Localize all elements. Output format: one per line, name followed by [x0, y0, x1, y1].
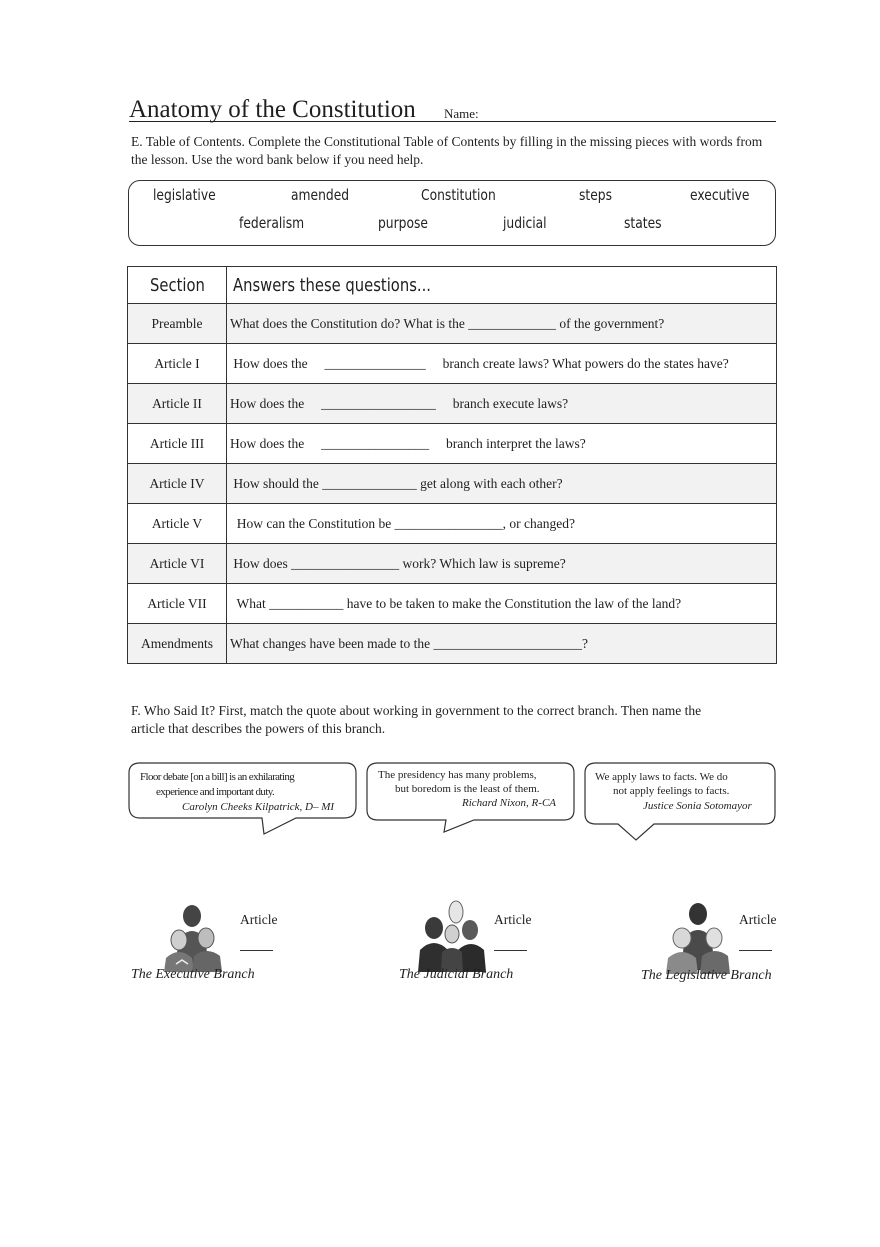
question-cell[interactable]: How does the _________________ branch execute laws? — [227, 384, 777, 424]
section-cell: Article III — [128, 424, 227, 464]
officials-figure-icon — [162, 900, 236, 972]
branch-label: The Legislative Branch — [641, 968, 772, 983]
table-row — [128, 504, 777, 544]
section-cell: Article VII — [128, 584, 227, 624]
quote-attribution: Richard Nixon, R-CA — [462, 797, 556, 809]
question-cell[interactable]: How should the ______________ get along with each other? — [227, 464, 777, 504]
quote-bubble — [584, 762, 777, 842]
quote-text: We apply laws to facts. We do — [595, 771, 728, 783]
page-title: Anatomy of the Constitution — [129, 96, 416, 123]
question-cell[interactable]: How does the _______________ branch create laws? What powers do the states have? — [227, 344, 777, 384]
section-cell: Article IV — [128, 464, 227, 504]
quote-text: experience and important duty. — [156, 786, 275, 798]
word-bank-word: amended — [291, 186, 350, 204]
article-label: Article — [739, 912, 777, 927]
word-bank — [128, 180, 776, 246]
name-label: Name: — [444, 106, 479, 121]
quote-attribution: Carolyn Cheeks Kilpatrick, D– MI — [182, 801, 335, 813]
word-bank-word: states — [624, 214, 662, 232]
article-label: Article — [240, 912, 278, 927]
word-bank-word: legislative — [153, 186, 216, 204]
table-row — [128, 424, 777, 464]
table-row — [128, 544, 777, 584]
article-answer-blank[interactable] — [494, 950, 527, 951]
branch-label: The Executive Branch — [131, 967, 255, 982]
quote-text: Floor debate [on a bill] is an exhilarating — [140, 771, 295, 783]
table-row — [128, 304, 777, 344]
quote-bubble — [128, 762, 358, 838]
question-cell[interactable]: How does the ________________ branch interpret the laws? — [227, 424, 777, 464]
table-row — [128, 384, 777, 424]
word-bank-word: Constitution — [421, 186, 496, 204]
quote-text: The presidency has many problems, — [378, 769, 537, 781]
table-row — [128, 464, 777, 504]
section-cell: Article VI — [128, 544, 227, 584]
question-cell[interactable]: What ___________ have to be taken to make the Constitution the law of the land? — [227, 584, 777, 624]
judges-figure-icon — [416, 898, 492, 972]
word-bank-word: purpose — [378, 214, 428, 232]
table-row — [128, 344, 777, 384]
legislators-figure-icon — [666, 900, 740, 974]
question-cell[interactable]: What changes have been made to the ______________________? — [227, 624, 777, 664]
word-bank-word: steps — [579, 186, 613, 204]
article-label: Article — [494, 912, 532, 927]
article-answer-blank[interactable] — [240, 950, 273, 951]
quote-text: but boredom is the least of them. — [395, 783, 540, 795]
column-header-section: Section — [128, 267, 227, 304]
name-line[interactable] — [129, 121, 776, 122]
section-cell: Article I — [128, 344, 227, 384]
table-row — [128, 584, 777, 624]
column-header-questions: Answers these questions... — [227, 267, 777, 304]
section-cell: Article V — [128, 504, 227, 544]
word-bank-word: federalism — [239, 214, 305, 232]
question-cell[interactable]: What does the Constitution do? What is the _____________ of the government? — [227, 304, 777, 344]
section-f-instructions: F. Who Said It? First, match the quote about working in government to the correct branch. Then name the article that describes the powers of this branch. — [131, 703, 702, 736]
question-cell[interactable]: How can the Constitution be ________________, or changed? — [227, 504, 777, 544]
table-row — [128, 624, 777, 664]
branch-label: The Judicial Branch — [399, 967, 514, 982]
quote-text: not apply feelings to facts. — [613, 785, 730, 797]
word-bank-word: executive — [690, 186, 750, 204]
section-cell: Amendments — [128, 624, 227, 664]
article-answer-blank[interactable] — [739, 950, 772, 951]
word-bank-word: judicial — [503, 214, 547, 232]
section-cell: Preamble — [128, 304, 227, 344]
quote-attribution: Justice Sonia Sotomayor — [643, 800, 752, 812]
question-cell[interactable]: How does ________________ work? Which law is supreme? — [227, 544, 777, 584]
quote-bubble — [366, 762, 576, 834]
section-e-instructions: E. Table of Contents. Complete the Constitutional Table of Contents by filling in the missing pieces with words from the lesson. Use the word bank below if you need help. — [131, 134, 763, 167]
constitution-table — [127, 266, 777, 664]
section-cell: Article II — [128, 384, 227, 424]
